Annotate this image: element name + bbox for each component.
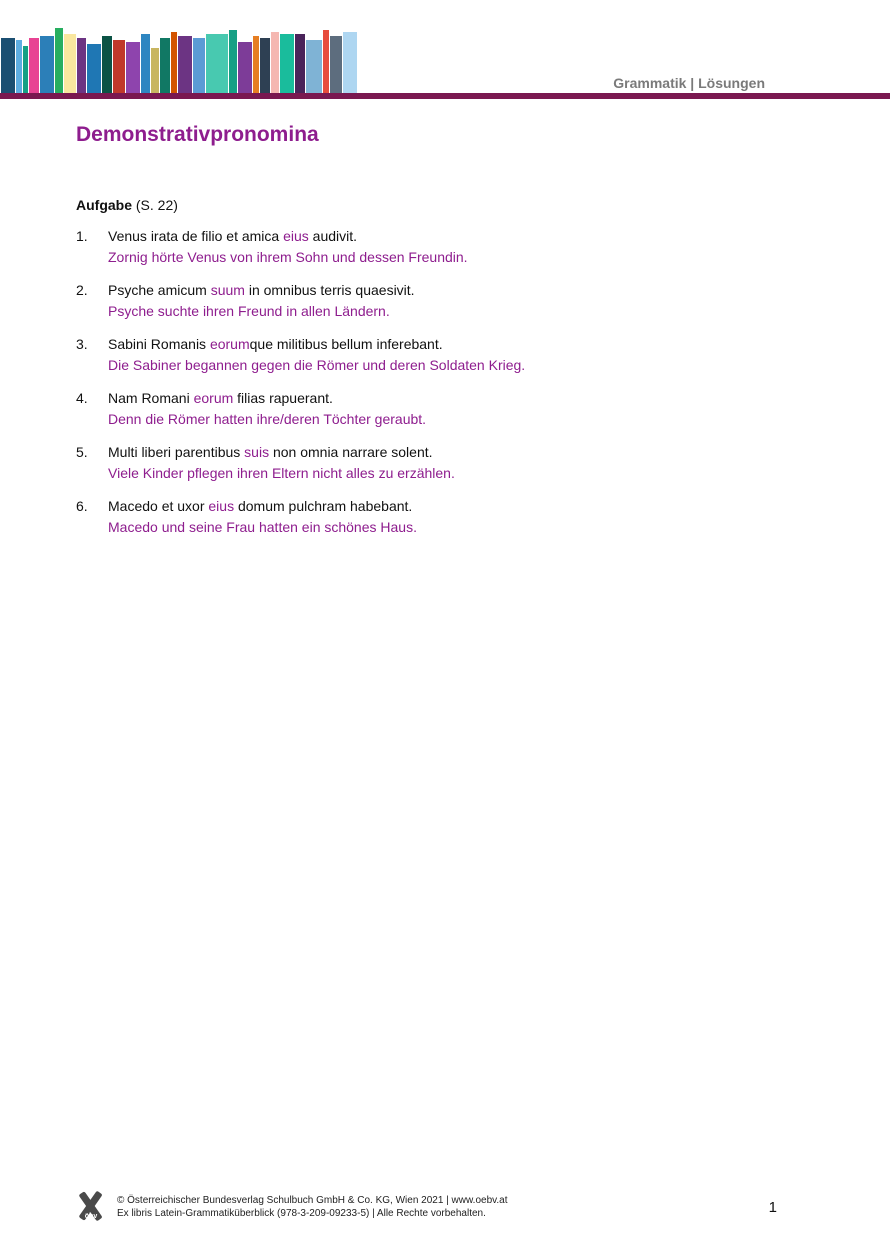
- task-page-ref: (S. 22): [135, 197, 178, 213]
- page-title: Demonstrativpronomina: [76, 123, 319, 146]
- book-spine: [55, 28, 63, 94]
- book-spine: [16, 40, 22, 94]
- book-spine: [151, 48, 159, 94]
- book-spine: [343, 32, 357, 94]
- task-label: Aufgabe: [76, 197, 132, 213]
- pronoun-highlight: eius: [283, 228, 309, 244]
- latin-sentence: Multi liberi parentibus suis non omnia narrare solent.: [108, 444, 433, 460]
- task-heading: [76, 197, 178, 213]
- book-spine: [206, 34, 228, 94]
- book-spine: [102, 36, 112, 94]
- book-spine: [113, 40, 125, 94]
- header-rule: [0, 93, 890, 99]
- book-spine: [238, 42, 252, 94]
- page-header: [0, 0, 890, 102]
- item-number: 1.: [76, 228, 88, 244]
- latin-sentence: Nam Romani eorum filias rapuerant.: [108, 390, 333, 406]
- item-number: 5.: [76, 444, 88, 460]
- copyright-line-2: Ex libris Latein-Grammatiküberblick (978-3-209-09233-5) | Alle Rechte vorbehalten.: [117, 1208, 486, 1219]
- book-spine: [171, 32, 177, 94]
- list-item: [76, 390, 796, 444]
- list-item: [76, 498, 796, 552]
- german-translation: Zornig hörte Venus von ihrem Sohn und dessen Freundin.: [108, 249, 468, 265]
- latin-sentence: Psyche amicum suum in omnibus terris quaesivit.: [108, 282, 415, 298]
- book-spine: [23, 46, 28, 94]
- list-item: [76, 444, 796, 498]
- book-spine: [160, 38, 170, 94]
- item-number: 3.: [76, 336, 88, 352]
- book-spine: [229, 30, 237, 94]
- pronoun-highlight: eorum: [209, 336, 250, 352]
- copyright-notice: [117, 1194, 508, 1220]
- oebv-logo-icon: [76, 1190, 106, 1222]
- list-item: [76, 336, 796, 390]
- book-spine: [271, 32, 279, 94]
- latin-sentence: Venus irata de filio et amica eius audivit.: [108, 228, 358, 244]
- pronoun-highlight: eorum: [193, 390, 234, 406]
- book-spine: [193, 38, 205, 94]
- book-spine: [330, 36, 342, 94]
- book-spine: [40, 36, 54, 94]
- item-number: 2.: [76, 282, 88, 298]
- german-translation: Psyche suchte ihren Freund in allen Ländern.: [108, 303, 390, 319]
- book-spine: [280, 34, 294, 94]
- book-spine: [77, 38, 86, 94]
- page-footer: [76, 1190, 796, 1230]
- section-label: Grammatik | Lösungen: [613, 75, 765, 91]
- latin-sentence: Sabini Romanis eorumque militibus bellum inferebant.: [108, 336, 443, 352]
- list-item: [76, 228, 796, 282]
- book-spine: [323, 30, 329, 94]
- book-spine: [295, 34, 305, 94]
- german-translation: Viele Kinder pflegen ihren Eltern nicht alles zu erzählen.: [108, 465, 455, 481]
- item-number: 6.: [76, 498, 88, 514]
- item-number: 4.: [76, 390, 88, 406]
- pronoun-highlight: eius: [208, 498, 235, 514]
- svg-text:öbv: öbv: [84, 1213, 98, 1220]
- copyright-line-1: © Österreichischer Bundesverlag Schulbuch GmbH & Co. KG, Wien 2021 | www.oebv.at: [117, 1195, 508, 1206]
- book-spine: [126, 42, 140, 94]
- book-spine: [141, 34, 150, 94]
- german-translation: Macedo und seine Frau hatten ein schönes Haus.: [108, 519, 417, 535]
- pronoun-highlight: suis: [244, 444, 270, 460]
- book-spine: [64, 34, 76, 94]
- pronoun-highlight: suum: [210, 282, 245, 298]
- book-spine: [253, 36, 259, 94]
- book-spine: [260, 38, 270, 94]
- book-spine: [1, 38, 15, 94]
- book-spine: [178, 36, 192, 94]
- list-item: [76, 282, 796, 336]
- exercise-list: [76, 228, 796, 552]
- book-spine: [306, 40, 322, 94]
- german-translation: Die Sabiner begannen gegen die Römer und deren Soldaten Krieg.: [108, 357, 526, 373]
- german-translation: Denn die Römer hatten ihre/deren Töchter geraubt.: [108, 411, 427, 427]
- latin-sentence: Macedo et uxor eius domum pulchram habebant.: [108, 498, 413, 514]
- bookshelf-banner: [0, 0, 450, 96]
- book-spine: [87, 44, 101, 94]
- page-number: 1: [768, 1199, 777, 1216]
- book-spine: [29, 38, 39, 94]
